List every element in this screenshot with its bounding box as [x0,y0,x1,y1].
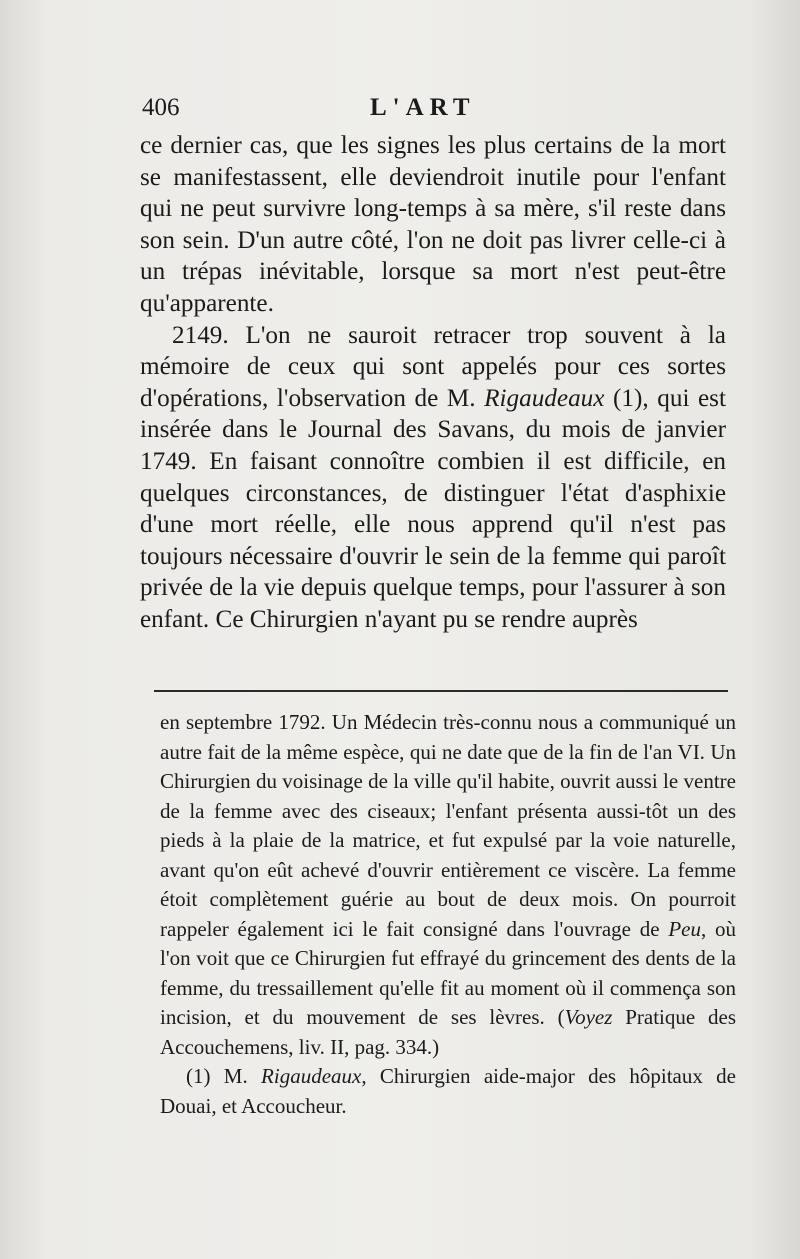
footnotes [160,708,736,1121]
footnote-continued [160,708,736,1062]
footnote-continued-text-1: en septembre 1792. Un Médecin très-connu nous a communiqué un autre fait de la même espèce, qui ne date que de la fin de l'an VI. Un Chirurgien du voisinage de la ville qu'il habite, ouvrit aussi le ventre de la femme avec des ciseaux; l'enfant présenta aussi-tôt un des pieds à la plaie de la matrice, et fut expulsé par la voie naturelle, avant qu'on eût achevé d'ouvrir entièrement ce viscère. La femme étoit complètement guérie au bout de deux mois. On pourroit rappeler également ici le fait consigné dans l'ouvrage de [160,710,736,941]
paragraph-1 [140,130,726,320]
footnote-1-text-end: , Chirurgien aide-major des hôpitaux de Douai, et Accoucheur. [160,1064,736,1118]
footnote-surgeon-name: Rigaudeaux [261,1064,362,1088]
footnote-1 [160,1062,736,1121]
author-name-peu: Peu [668,916,701,941]
paragraph-1-text: ce dernier cas, que les signes les plus certains de la mort se manifestassent, elle deviendroit inutile pour l'enfant qui ne peut survivre long-temps à sa mère, s'il reste dans son sein. D'un autre côté, l'on ne doit pas livrer celle-ci à un trépas inévitable, lorsque sa mort n'est peut-être qu'apparente. [140,132,726,317]
footnote-continued-text-3: Pratique des Accouchemens, liv. II, pag. 334.) [160,1005,736,1059]
running-title: L'ART [370,94,476,121]
paragraph-2-text-start: 2149. L'on ne sauroit retracer trop souvent à la mémoire de ceux qui sont appelés pour ces sortes d'opérations, l'observation de M. [140,321,726,412]
surgeon-name: Rigaudeaux [484,384,605,412]
page-number: 406 [142,94,180,121]
page-header [142,94,732,128]
footnote-divider [154,690,728,692]
footnote-1-text-start: (1) M. [186,1064,262,1088]
footnote-continued-text-2: , où l'on voit que ce Chirurgien fut effrayé du grincement des dents de la femme, du tressaillement qu'elle fit au moment où il commença son incision, et du mouvement de ses lèvres. ( [160,916,737,1029]
voyez-word: Voyez [564,1005,613,1029]
paragraph-2-text-end: (1), qui est insérée dans le Journal des Savans, du mois de janvier 1749. En faisant connoître combien il est difficile, en quelques circonstances, de distinguer l'état d'asphixie d'une mort réelle, elle nous apprend qu'il n'est pas toujours nécessaire d'ouvrir le sein de la femme qui paroît privée de la vie depuis quelque temps, pour l'assurer à son enfant. Ce Chirurgien n'ayant pu se rendre auprès [140,384,726,633]
main-text [140,130,726,636]
paragraph-2 [140,320,726,636]
